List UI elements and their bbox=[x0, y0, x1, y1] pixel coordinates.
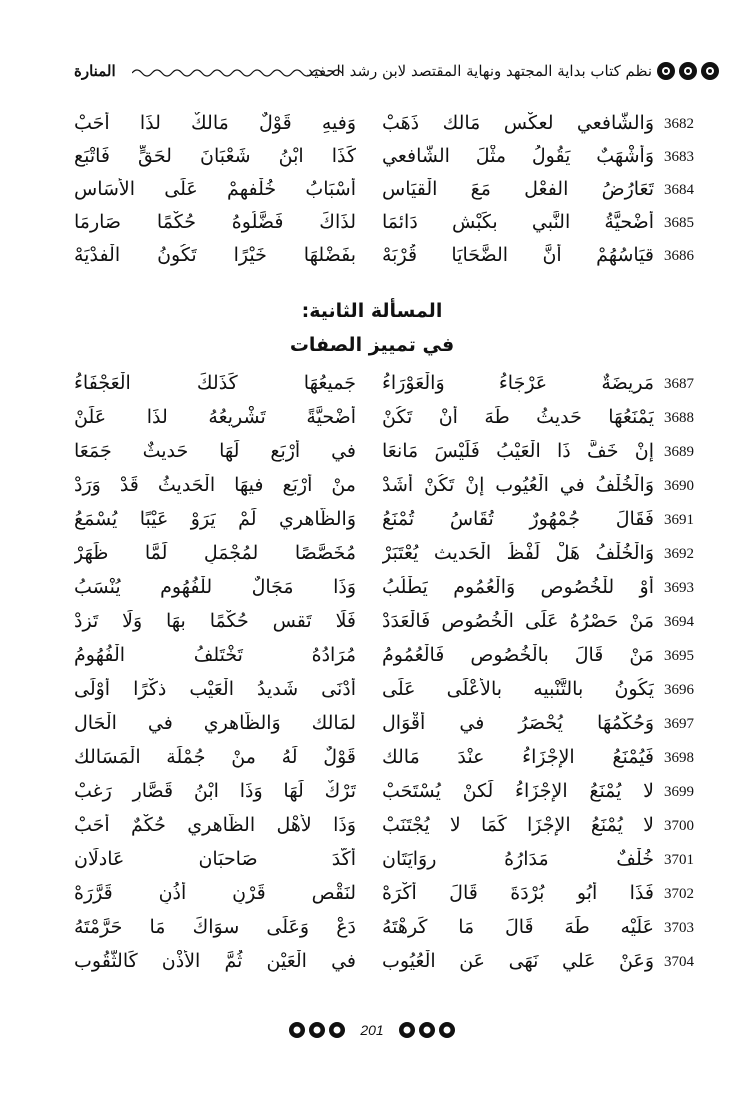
verse-second-hemistich: فَلَا تَقس حُكْمًا بهَا وَلَا تَزدْ bbox=[74, 610, 356, 632]
verse-second-hemistich: دَعْ وَعَلَى سوَاكَ مَا حَرَّمْتَهُ bbox=[74, 916, 356, 938]
verse-number: 3689 bbox=[664, 444, 694, 460]
verse-row bbox=[0, 440, 744, 474]
verse-first-hemistich: مَنْ حَصْرُهُ عَلَى الْخُصُوص فَالْعَدَدْ bbox=[382, 610, 654, 632]
verse-first-hemistich: يَكُونُ بالتَّنْبيه بالأَعْلَى عَلَى bbox=[382, 678, 654, 700]
verse-number: 3682 bbox=[664, 116, 694, 132]
verse-number: 3702 bbox=[664, 886, 694, 902]
verse-number: 3694 bbox=[664, 614, 694, 630]
verse-second-hemistich: مُخَصَّصًا لمُجْمَلٍ لَمَّا ظَهَرْ bbox=[74, 542, 356, 564]
verse-row bbox=[0, 244, 744, 278]
page-header bbox=[60, 58, 720, 90]
verse-second-hemistich: في أَرْبَعٍ لَهَا حَديثٌ جَمَعَا bbox=[74, 440, 356, 462]
section-title: المسألة الثانية: bbox=[301, 300, 443, 322]
verse-number: 3700 bbox=[664, 818, 694, 834]
verse-first-hemistich: يَمْنَعُهَا حَديثُ طَهَ أَنْ تَكُنْ bbox=[382, 406, 654, 428]
verse-second-hemistich: أَدْنَى شَديدُ الْعَيْب ذكْرًا أَوْلَى bbox=[74, 678, 356, 700]
verse-row bbox=[0, 644, 744, 678]
verse-number: 3683 bbox=[664, 149, 694, 165]
page-number: 201 bbox=[360, 1022, 384, 1038]
verse-first-hemistich: أَوْ للْخُصُوص وَالْعُمُوم يَطْلُبُ bbox=[382, 576, 654, 598]
verse-row bbox=[0, 178, 744, 212]
verse-number: 3684 bbox=[664, 182, 694, 198]
floral-ornament-icon bbox=[288, 1020, 346, 1040]
verse-number: 3698 bbox=[664, 750, 694, 766]
verse-row bbox=[0, 112, 744, 146]
verse-row bbox=[0, 211, 744, 245]
verse-second-hemistich: أَكَّدَ صَاحبَان عَادلَان bbox=[74, 848, 356, 870]
verse-first-hemistich: لا يُمْنَعُ الإِجْزَا كَمَا لا يُجْتَنَبْ bbox=[382, 814, 654, 836]
verse-second-hemistich: وَذَا مَجَالٌ للْفُهُوم يُنْسَبُ bbox=[74, 576, 356, 598]
verse-number: 3697 bbox=[664, 716, 694, 732]
verse-first-hemistich: مَريضَةٌ عَرْجَاءُ وَالْعَوْرَاءُ bbox=[382, 372, 654, 394]
section-subtitle: في تمييز الصفات bbox=[289, 334, 455, 356]
page-footer bbox=[0, 1020, 744, 1044]
verse-number: 3686 bbox=[664, 248, 694, 264]
header-book-title: نظم كتاب بداية المجتهد ونهاية المقتصد لابن رشد الحفيد bbox=[306, 62, 652, 80]
verse-number: 3693 bbox=[664, 580, 694, 596]
verse-second-hemistich: لنَقْص قَرْنٍ أُذُنٍ قَرَّرَهْ bbox=[74, 882, 356, 904]
verse-number: 3691 bbox=[664, 512, 694, 528]
verse-first-hemistich: لا يُمْنَعُ الإِجْزَاءُ لَكنْ يُسْتَحَبْ bbox=[382, 780, 654, 802]
verse-number: 3688 bbox=[664, 410, 694, 426]
verse-row bbox=[0, 916, 744, 950]
verse-first-hemistich: فَيُمْنَعُ الإِجْزَاءُ عنْدَ مَالك bbox=[382, 746, 654, 768]
verse-first-hemistich: فَذَا أَبُو بُرْدَةَ قَالَ أَكْرَهْ bbox=[382, 882, 654, 904]
verse-first-hemistich: وَأَشْهَبٌ يَقُولُ مثْلَ الشَّافعي bbox=[382, 145, 654, 167]
verse-second-hemistich: مُرَادُهُ تَخْتَلفُ الْفُهُومُ bbox=[74, 644, 356, 666]
verse-row bbox=[0, 678, 744, 712]
verse-row bbox=[0, 950, 744, 984]
verse-second-hemistich: وَالظَّاهري لَمْ يَرَوْ عَيْبًا يُسْمَعُ bbox=[74, 508, 356, 530]
verse-second-hemistich: قَوْلٌ لَهُ منْ جُمْلَة الْمَسَالك bbox=[74, 746, 356, 768]
verse-first-hemistich: مَنْ قَالَ بالْخُصُوص فَالْعُمُومُ bbox=[382, 644, 654, 666]
verse-first-hemistich: وَالشَّافعي لعكْس مَالك ذَهَبْ bbox=[382, 112, 654, 134]
verse-row bbox=[0, 542, 744, 576]
verse-second-hemistich: جَميعُهَا كَذَلكَ الْعَجْفَاءُ bbox=[74, 372, 356, 394]
verse-number: 3699 bbox=[664, 784, 694, 800]
verse-second-hemistich: بفَضْلهَا خَيْرًا تَكُونُ الْفدْيَهْ bbox=[74, 244, 356, 266]
verse-row bbox=[0, 145, 744, 179]
verse-number: 3704 bbox=[664, 954, 694, 970]
verse-first-hemistich: وَالْخُلْفُ في الْعُيُوب إنْ تَكُنْ أَشَدْ bbox=[382, 474, 654, 496]
verse-first-hemistich: وَالْخُلْفُ هَلْ لَفْظُ الْحَديث يُعْتَبَرْ bbox=[382, 542, 654, 564]
verse-second-hemistich: لذَاكَ فَضَّلُوهُ حُكْمًا صَارمَا bbox=[74, 211, 356, 233]
verse-second-hemistich: أُضْحيَّةً تَشْريعُهُ لذَا عَلَنْ bbox=[74, 406, 356, 428]
verse-first-hemistich: قيَاسُهُمْ أَنَّ الضَّحَايَا قُرْبَهْ bbox=[382, 244, 654, 266]
verse-second-hemistich: تَرْكٌ لَهَا وَذَا ابْنُ قَصَّارٍ رَغبْ bbox=[74, 780, 356, 802]
verse-row bbox=[0, 576, 744, 610]
verse-first-hemistich: عَلَيْه طَهَ قَالَ مَا كَرهْتَهُ bbox=[382, 916, 654, 938]
verse-number: 3701 bbox=[664, 852, 694, 868]
verse-number: 3687 bbox=[664, 376, 694, 392]
verse-number: 3685 bbox=[664, 215, 694, 231]
floral-ornament-icon bbox=[398, 1020, 456, 1040]
verse-first-hemistich: أُضْحيَّةُ النَّبي بكَبْش دَائمَا bbox=[382, 211, 654, 233]
verse-row bbox=[0, 746, 744, 780]
verse-first-hemistich: خُلْفٌ مَدَارُهُ روَايَتَان bbox=[382, 848, 654, 870]
verse-second-hemistich: منْ أَرْبَعٍ فيهَا الْحَديثُ قَدْ وَرَدْ bbox=[74, 474, 356, 496]
verse-second-hemistich: أَسْبَابُ خُلْفهمْ عَلَى الأَسَاس bbox=[74, 178, 356, 200]
verse-second-hemistich: وَذَا لأَهْل الظَّاهري حُكْمٌ أَحَبْ bbox=[74, 814, 356, 836]
verse-number: 3703 bbox=[664, 920, 694, 936]
verse-row bbox=[0, 372, 744, 406]
verse-first-hemistich: وَعَنْ عَلي نَهَى عَن الْعُيُوب bbox=[382, 950, 654, 972]
verse-row bbox=[0, 406, 744, 440]
verse-row bbox=[0, 508, 744, 542]
verse-row bbox=[0, 474, 744, 508]
verse-row bbox=[0, 814, 744, 848]
header-site-label: المنارة bbox=[74, 62, 116, 80]
verse-row bbox=[0, 610, 744, 644]
verse-first-hemistich: تَعَارُضُ الفعْل مَعَ الْقيَاس bbox=[382, 178, 654, 200]
verse-row bbox=[0, 780, 744, 814]
verse-second-hemistich: في الْعَيْن ثُمَّ الأُذْن كَالثُّقُوب bbox=[74, 950, 356, 972]
verse-second-hemistich: وَفيهِ قَوْلٌ مَالكٌ لذَا أَحَبْ bbox=[74, 112, 356, 134]
verse-first-hemistich: فَقَالَ جُمْهُورٌ تُقَاسُ تُمْنَعُ bbox=[382, 508, 654, 530]
verse-first-hemistich: وَحُكْمُهَا يُحْصَرُ في أَقْوَال bbox=[382, 712, 654, 734]
verse-number: 3696 bbox=[664, 682, 694, 698]
verse-number: 3690 bbox=[664, 478, 694, 494]
verse-second-hemistich: لمَالك وَالظَّاهري في الْحَال bbox=[74, 712, 356, 734]
verse-row bbox=[0, 848, 744, 882]
floral-ornament-icon bbox=[656, 60, 720, 82]
verse-second-hemistich: كَذَا ابْنُ شَعْبَانَ لحَقٍّ فَاتْبَعِ bbox=[74, 145, 356, 167]
verse-row bbox=[0, 712, 744, 746]
verse-number: 3692 bbox=[664, 546, 694, 562]
verse-first-hemistich: إنْ خَفَّ ذَا الْعَيْبُ فَلَيْسَ مَانعَا bbox=[382, 440, 654, 462]
verse-row bbox=[0, 882, 744, 916]
verse-number: 3695 bbox=[664, 648, 694, 664]
